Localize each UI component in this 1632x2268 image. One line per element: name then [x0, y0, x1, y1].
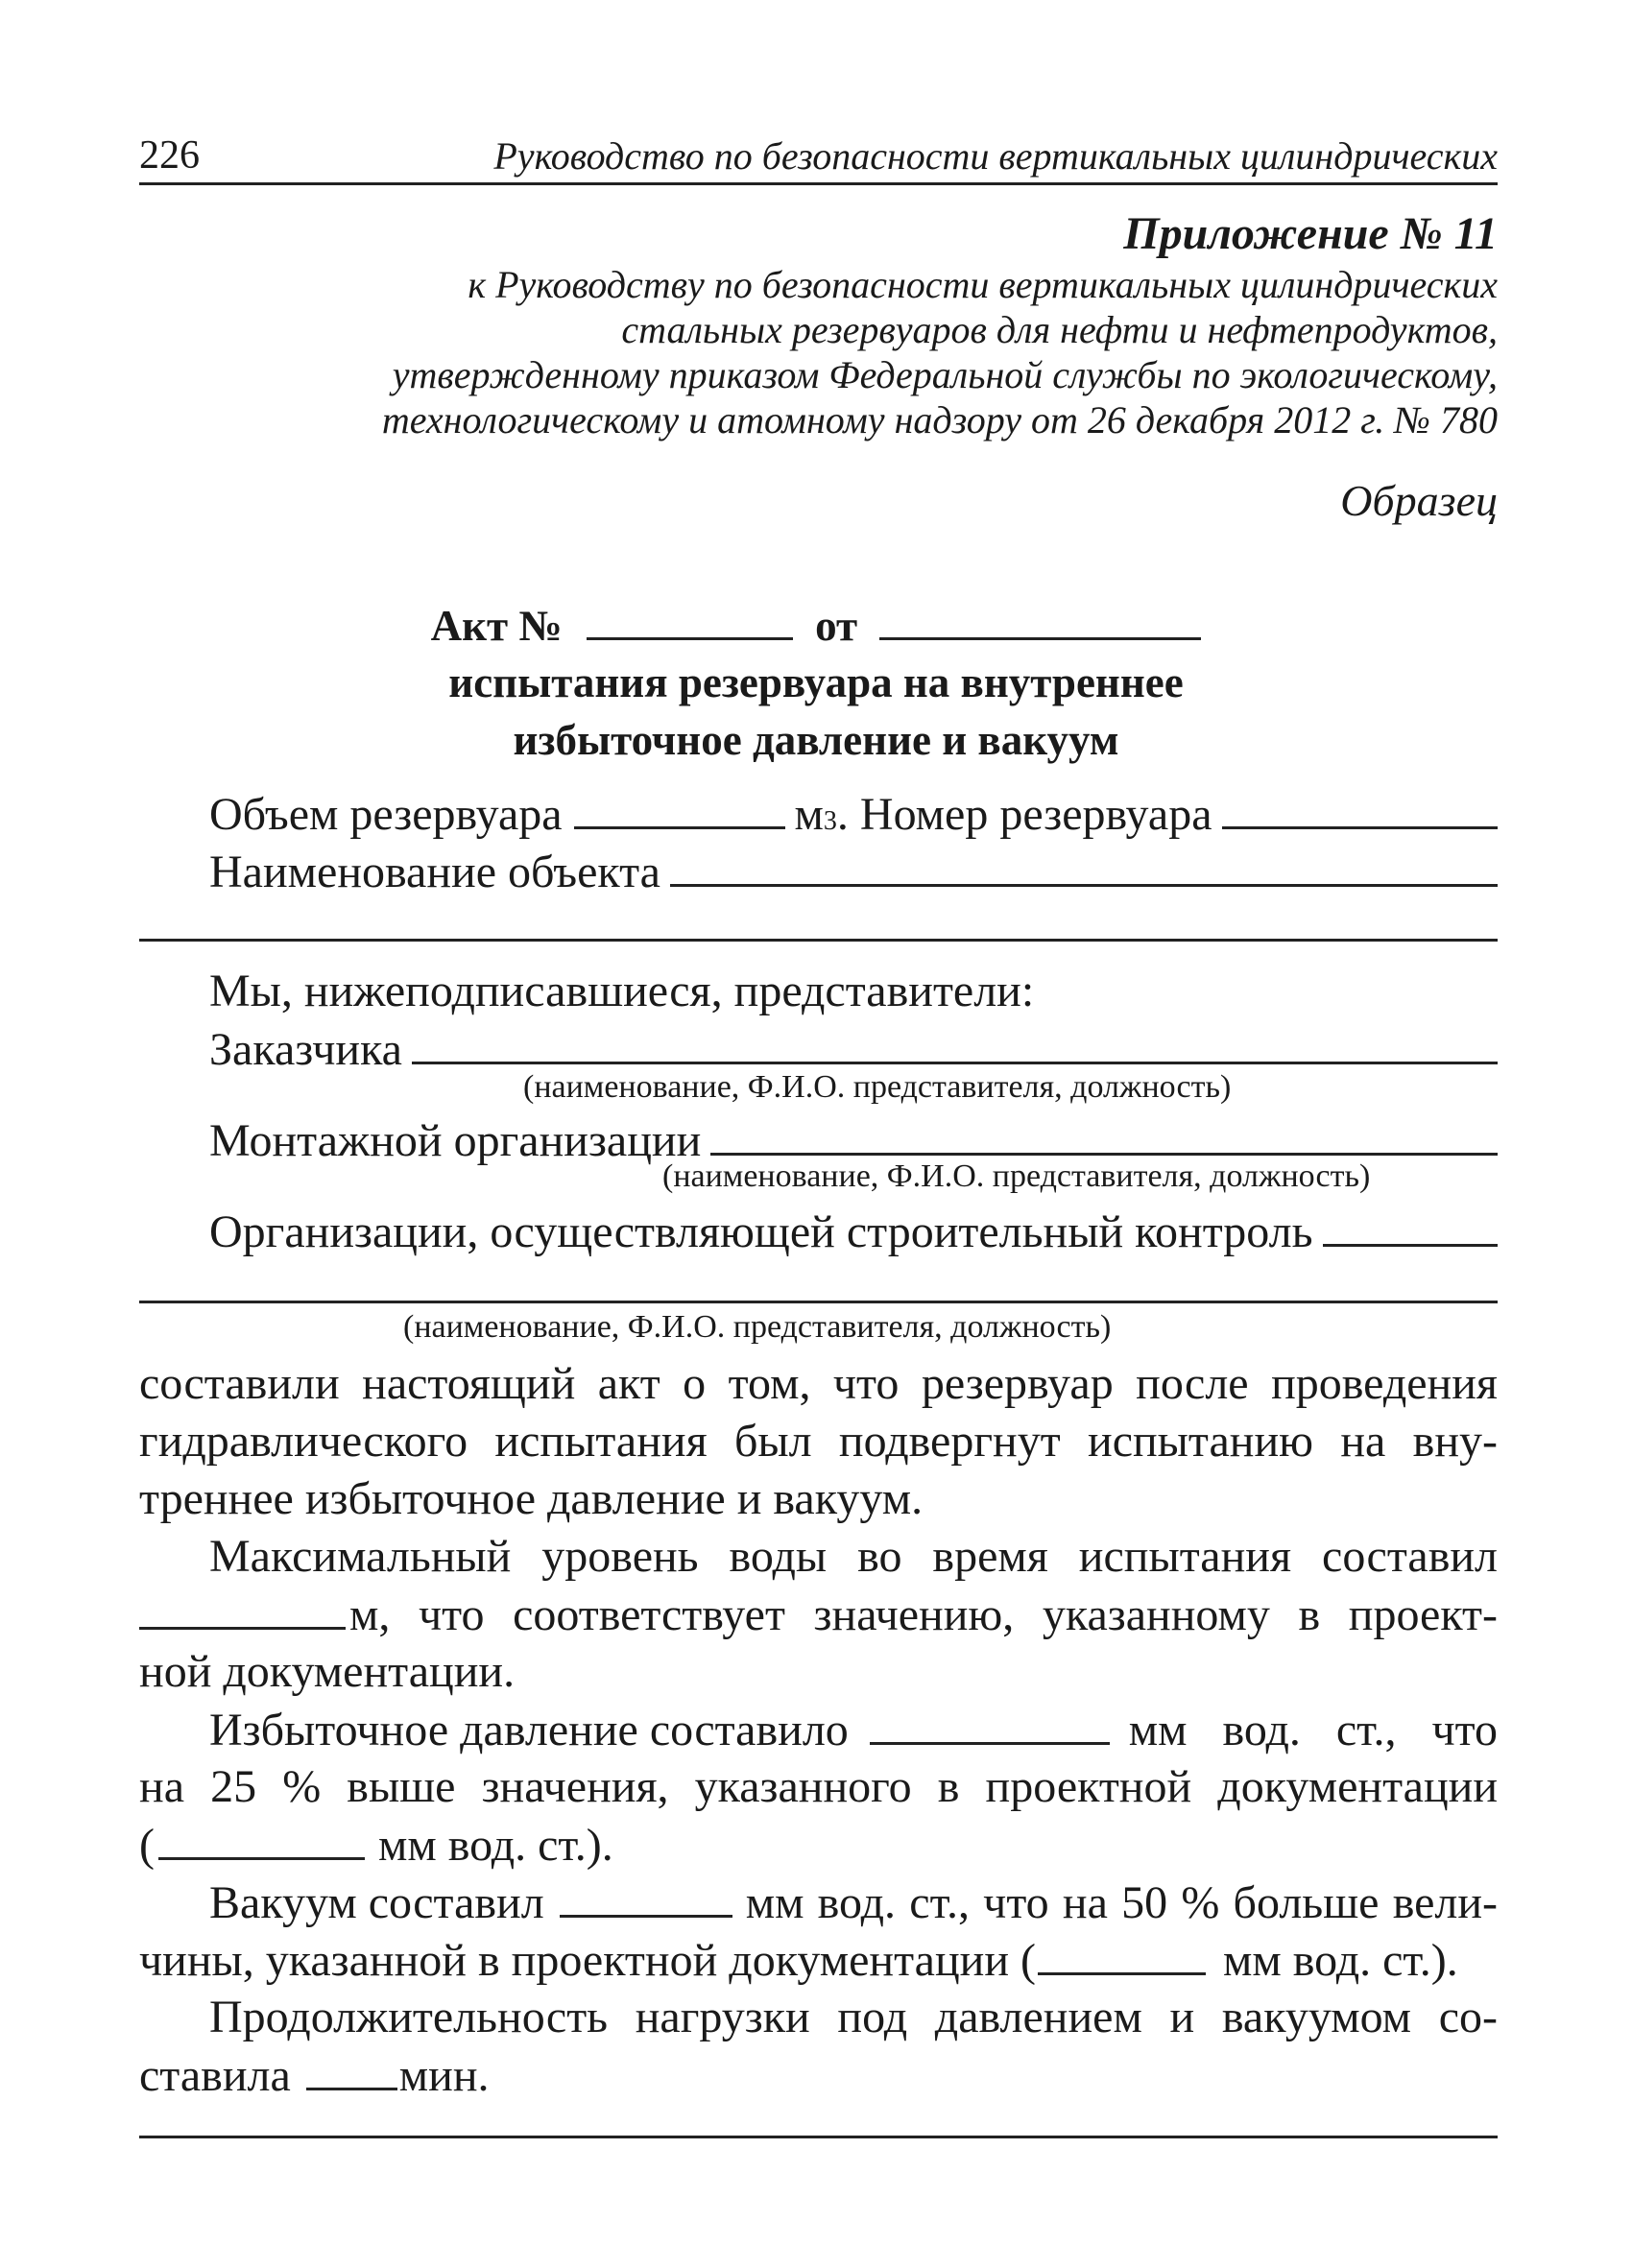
paragraph-line: мм вод. ст.). — [1222, 1935, 1458, 1987]
paragraph-line: Максимальный уровень воды во время испытания составил — [209, 1531, 1498, 1582]
running-title: Руководство по безопасности вертикальных цилиндрических — [493, 134, 1498, 178]
object-row — [209, 843, 1498, 901]
act-title — [0, 595, 1632, 657]
act-subtitle: испытания резервуара на внутреннее — [448, 658, 1184, 706]
sample-label: Образец — [1340, 476, 1498, 525]
paragraph-line: составили настоящий акт о том, что резервуар после проведения — [139, 1358, 1498, 1409]
pressure-row — [209, 1701, 1498, 1759]
paren-open: ( — [139, 1820, 155, 1872]
bottom-line[interactable] — [139, 2136, 1498, 2138]
installer-label: Монтажной организации — [209, 1115, 702, 1167]
object-label: Наименование объекта — [209, 847, 660, 898]
paragraph-line: мм вод. ст., что — [1128, 1705, 1498, 1756]
object-continuation-line[interactable] — [139, 939, 1498, 942]
duration-label: ставила — [139, 2050, 291, 2102]
control-caption: (наименование, Ф.И.О. представителя, должность) — [403, 1309, 1112, 1345]
act-number-label: Акт № — [430, 602, 563, 650]
duration-row — [139, 2046, 1498, 2105]
paragraph-line: чины, указанной в проектной документации ( — [139, 1935, 1036, 1987]
pressure-blank[interactable] — [870, 1701, 1110, 1745]
paragraph-line: на 25 % выше значения, указанного в проектной документации — [139, 1761, 1498, 1812]
appendix-block — [382, 206, 1498, 442]
pressure-label: Избыточное давление составило — [209, 1705, 849, 1756]
paragraph-line: треннее избыточное давление и вакуум. — [139, 1473, 924, 1524]
installer-blank[interactable] — [710, 1111, 1498, 1156]
act-date-blank[interactable] — [879, 599, 1201, 641]
page-header — [139, 132, 1498, 185]
act-number-blank[interactable] — [587, 599, 793, 641]
vacuum-design-row — [139, 1931, 1498, 1990]
control-row — [209, 1203, 1498, 1261]
customer-label: Заказчика — [209, 1024, 402, 1076]
customer-blank[interactable] — [412, 1020, 1498, 1064]
control-continuation-line[interactable] — [139, 1301, 1498, 1303]
tank-number-blank[interactable] — [1222, 785, 1498, 829]
volume-blank[interactable] — [574, 785, 785, 829]
act-subtitle: избыточное давление и вакуум — [513, 716, 1119, 764]
pressure-design-row — [139, 1816, 1498, 1874]
tank-number-label: . Номер резервуара — [836, 789, 1212, 841]
paragraph-line: ной документации. — [139, 1646, 516, 1697]
vacuum-label: Вакуум составил — [209, 1877, 544, 1929]
appendix-line: стальных резервуаров для нефти и нефтепродуктов, — [621, 308, 1498, 351]
control-label: Организации, осуществляющей строительный контроль — [209, 1206, 1313, 1258]
water-level-blank[interactable] — [139, 1586, 346, 1630]
duration-blank[interactable] — [306, 2046, 397, 2090]
appendix-line: технологическому и атомному надзору от 26 декабря 2012 г. № 780 — [381, 398, 1498, 442]
vacuum-blank[interactable] — [560, 1874, 732, 1918]
paragraph-line: мм вод. ст.). — [377, 1820, 613, 1872]
paragraph-line: гидравлического испытания был подвергнут испытанию на вну- — [139, 1416, 1498, 1467]
paragraph-line: мм вод. ст., что на 50 % больше вели- — [745, 1877, 1498, 1929]
water-level-row — [139, 1586, 1498, 1644]
volume-unit: м — [794, 789, 824, 841]
customer-caption: (наименование, Ф.И.О. представителя, должность) — [523, 1069, 1232, 1105]
paragraph-line: м, что соответствует значению, указанному в проект- — [349, 1589, 1498, 1641]
appendix-line: к Руководству по безопасности вертикальных цилиндрических — [468, 263, 1498, 306]
duration-unit: мин. — [398, 2050, 490, 2102]
object-blank[interactable] — [670, 843, 1498, 887]
volume-row: Объем резервуара м 3 . Номер резервуара — [209, 785, 1498, 844]
page-number: 226 — [139, 133, 200, 178]
appendix-title: Приложение № 11 — [1123, 208, 1498, 259]
appendix-line: утвержденному приказом Федеральной службы по экологическому, — [392, 353, 1498, 396]
volume-label: Объем резервуара — [209, 789, 563, 841]
act-from-label: от — [815, 602, 858, 650]
vacuum-row — [209, 1874, 1498, 1932]
vacuum-design-blank[interactable] — [1038, 1931, 1206, 1975]
control-blank[interactable] — [1323, 1203, 1499, 1247]
paragraph-line: Продолжительность нагрузки под давлением и вакуумом со- — [209, 1992, 1498, 2042]
installer-caption: (наименование, Ф.И.О. представителя, должность) — [662, 1158, 1371, 1194]
reps-intro: Мы, нижеподписавшиеся, представители: — [209, 966, 1035, 1016]
pressure-design-blank[interactable] — [158, 1816, 365, 1860]
